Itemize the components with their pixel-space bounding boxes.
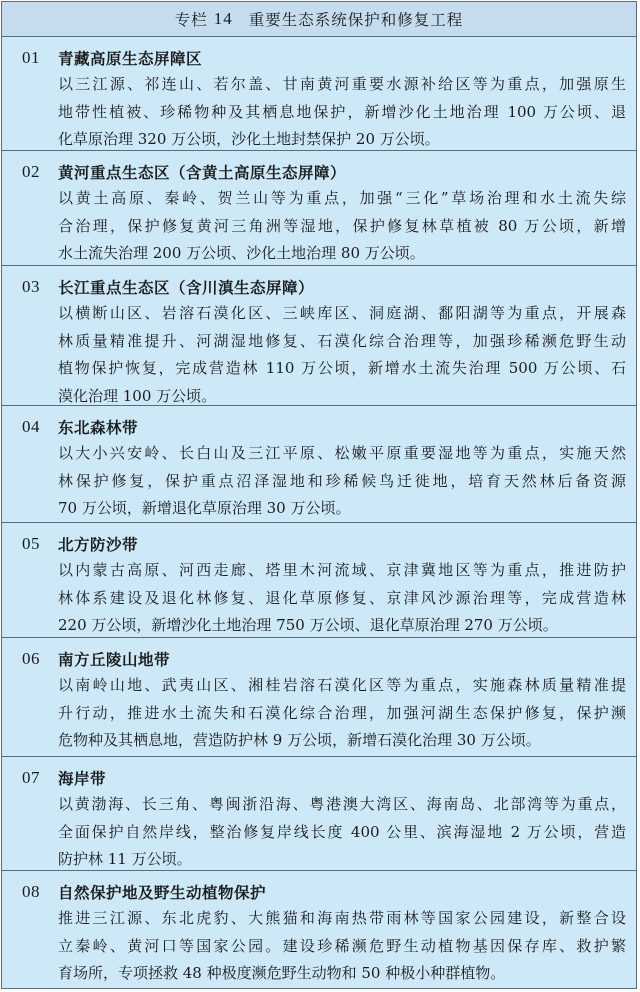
body-line: 以大小兴安岭、长白山及三江平原、松嫩平原重要湿地等为重点，实施天然: [58, 444, 626, 462]
body-line: 全面保护自然岸线，整治修复岸线长度 400 公里、滨海湿地 2 万公顷，营造: [58, 822, 626, 841]
section-list: [2, 37, 636, 990]
body-line: 育场所，专项拯救 48 种极度濒危野生动物和 50 种极小种群植物。: [58, 964, 506, 982]
body-line: 以黄土高原、秦岭、贺兰山等为重点，加强“三化”草场治理和水土流失综: [58, 189, 626, 207]
body-line: 危物种及其栖息地，营造防护林 9 万公顷，新增石漠化治理 30 万公顷。: [58, 731, 541, 749]
section-body: [58, 791, 626, 874]
section-body: [58, 71, 626, 154]
body-line: 漠化治理 100 万公顷。: [58, 386, 217, 405]
body-line: 植物保护恢复，完成营造林 110 万公顷，新增水土流失治理 500 万公顷、石: [58, 359, 626, 377]
section-title-text: 北方防沙带: [58, 535, 139, 554]
body-line: 地带性植被、珍稀物种及其栖息地保护，新增沙化土地治理 100 万公顷、退: [58, 102, 626, 121]
section-row: [2, 151, 636, 266]
section-title: [22, 45, 626, 71]
section-row: [2, 406, 636, 523]
section-title: [22, 531, 626, 557]
section-body: [58, 185, 626, 268]
section-row: [2, 757, 636, 871]
body-line: 以横断山区、岩溶石漠化区、三峡库区、洞庭湖、鄱阳湖等为重点，开展森: [58, 304, 626, 322]
section-body: [58, 300, 626, 410]
body-line: 以黄渤海、长三角、粤闽浙沿海、粤港澳大湾区、海南岛、北部湾等为重点，: [58, 795, 626, 813]
section-title-text: 南方丘陵山地带: [58, 650, 171, 669]
body-line: 220 万公顷，新增沙化土地治理 750 万公顷、退化草原治理 270 万公顷。: [58, 616, 558, 634]
section-title: [22, 765, 626, 791]
section-number: 06: [22, 649, 40, 668]
body-line: 化草原治理 320 万公顷，沙化土地封禁保护 20 万公顷。: [58, 130, 440, 148]
section-row: [2, 638, 636, 757]
section-body: [58, 905, 626, 988]
section-title-text: 青藏高原生态屏障区: [58, 49, 203, 68]
section-row: [2, 37, 636, 151]
section-title: [22, 159, 626, 185]
section-body: [58, 557, 626, 640]
body-line: 推进三江源、东北虎豹、大熊猫和海南热带雨林等国家公园建设，新整合设: [58, 909, 626, 927]
section-title: [22, 879, 626, 905]
section-number: 05: [22, 534, 40, 553]
section-number: 01: [22, 48, 40, 67]
section-row: [2, 871, 636, 990]
section-number: 08: [22, 882, 40, 901]
header-prefix: 专栏: [174, 11, 208, 29]
section-row: [2, 266, 636, 406]
section-title-text: 自然保护地及野生动植物保护: [58, 883, 267, 902]
body-line: 林保护修复，保护重点沼泽湿地和珍稀候鸟迁徙地，培育天然林后备资源: [58, 471, 626, 490]
section-number: 04: [22, 417, 40, 436]
feature-box: [1, 1, 637, 989]
body-line: 林质量精准提升、河湖湿地修复、石漠化综合治理等，加强珍稀濒危野生动: [58, 331, 626, 350]
section-title: [22, 414, 626, 440]
section-title-text: 长江重点生态区（含川滇生态屏障）: [58, 278, 315, 297]
body-line: 合治理，保护修复黄河三角洲等湿地，保护修复林草植被 80 万公顷，新增: [58, 216, 626, 235]
body-line: 立秦岭、黄河口等国家公园。建设珍稀濒危野生动植物基因保存库、救护繁: [58, 936, 626, 955]
section-body: [58, 672, 626, 755]
header-number: 14: [213, 9, 233, 28]
header-title: 重要生态系统保护和修复工程: [248, 11, 464, 29]
section-number: 07: [22, 768, 40, 787]
body-line: 水土流失治理 200 万公顷、沙化土地治理 80 万公顷。: [58, 244, 425, 262]
body-line: 升行动，推进水土流失和石漠化综合治理，加强河湖生态保护修复，保护濒: [58, 703, 626, 722]
body-line: 以内蒙古高原、河西走廊、塔里木河流域、京津冀地区等为重点，推进防护: [58, 561, 626, 579]
body-line: 防护林 11 万公顷。: [58, 850, 192, 868]
body-line: 林体系建设及退化林修复、退化草原修复、京津风沙源治理等，完成营造林: [58, 588, 626, 607]
body-line: 70 万公顷，新增退化草原治理 30 万公顷。: [58, 499, 351, 517]
section-title-text: 黄河重点生态区（含黄土高原生态屏障）: [58, 163, 347, 182]
section-title-text: 海岸带: [58, 769, 107, 788]
section-title: [22, 646, 626, 672]
section-row: [2, 523, 636, 638]
section-title: [22, 274, 626, 300]
section-number: 03: [22, 277, 40, 296]
section-body: [58, 440, 626, 523]
section-title-text: 东北森林带: [58, 418, 139, 437]
section-number: 02: [22, 162, 40, 181]
box-header: [2, 2, 636, 37]
body-line: 以南岭山地、武夷山区、湘桂岩溶石漠化区等为重点，实施森林质量精准提: [58, 676, 626, 694]
body-line: 以三江源、祁连山、若尔盖、甘南黄河重要水源补给区等为重点，加强原生: [58, 75, 626, 93]
